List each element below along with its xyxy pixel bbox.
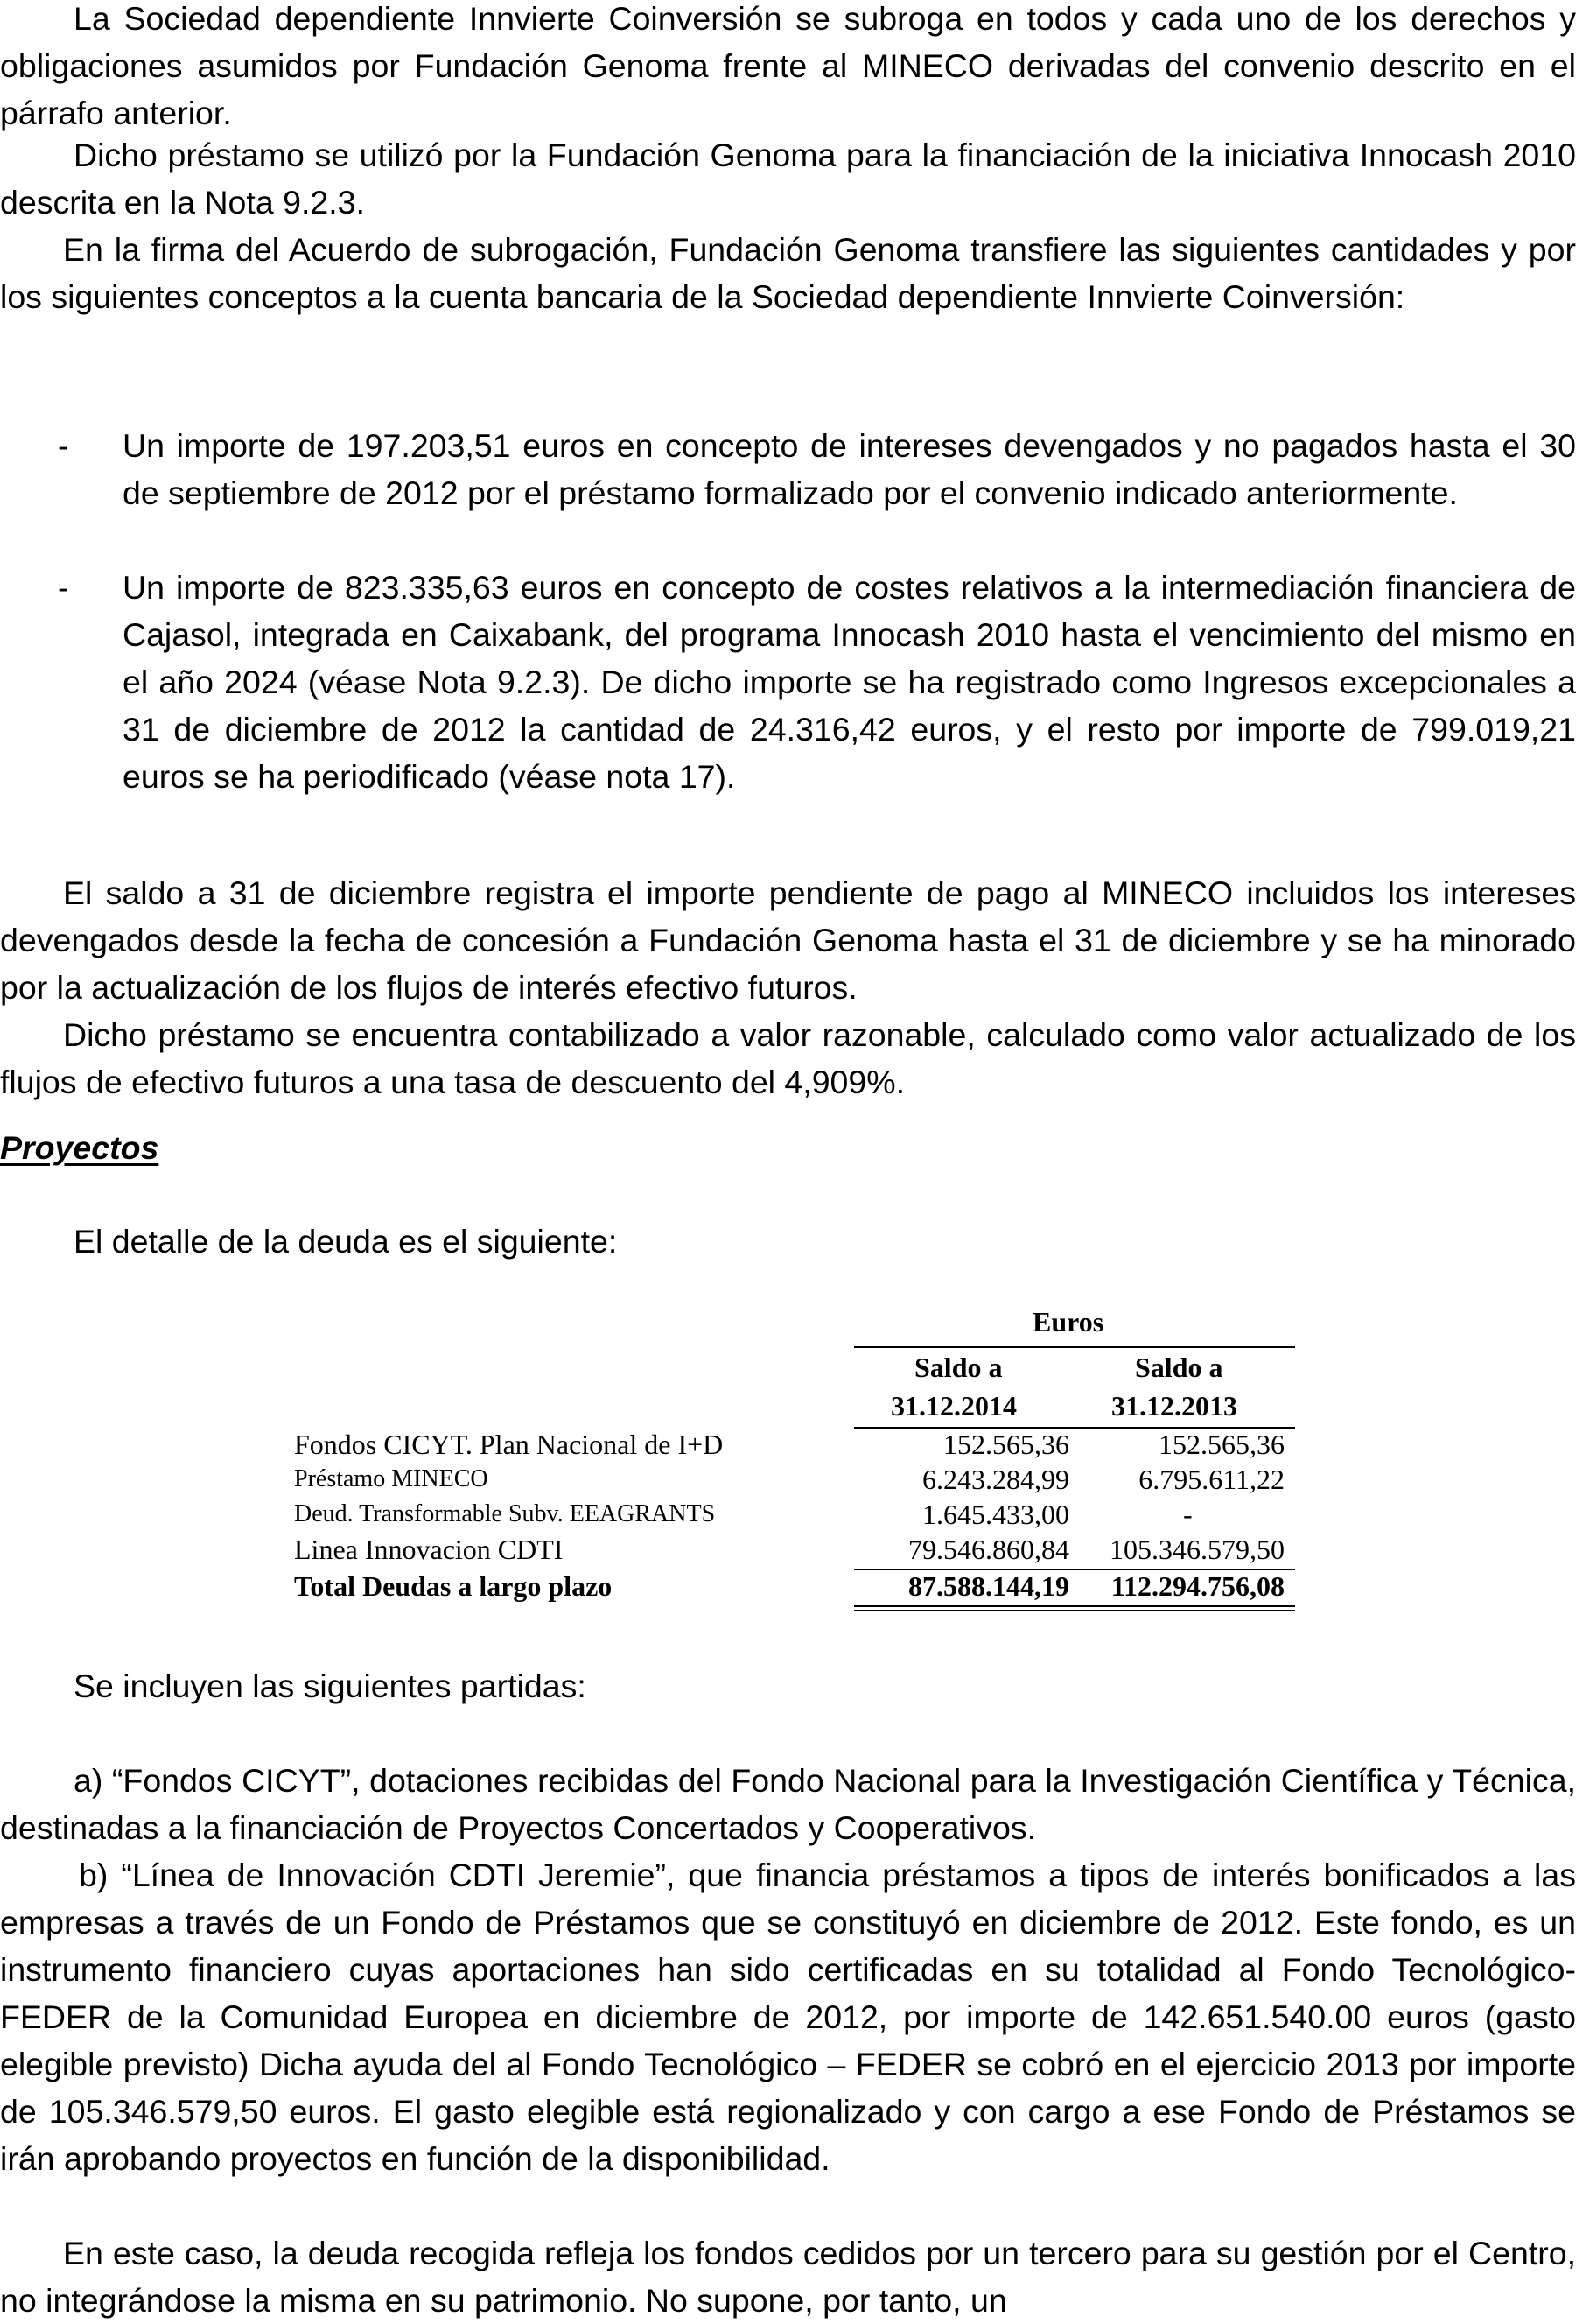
table-row-label: Fondos CICYT. Plan Nacional de I+D xyxy=(294,1429,724,1460)
paragraph-saldo: El saldo a 31 de diciembre registra el importe pendiente de pago al MINECO incluidos los intereses devengados desde la fecha de concesión a Fundación Genoma hasta el 31 de diciembre y se ha minorado por la actualización de los flujos de interés efectivo futuros. xyxy=(0,874,1576,1006)
table-cell-2014: 1.645.433,00 xyxy=(922,1499,1069,1530)
table-row-label: Préstamo MINECO xyxy=(294,1465,488,1492)
paragraph-detalle-deuda: El detalle de la deuda es el siguiente: xyxy=(74,1223,618,1260)
table-row-label: Deud. Transformable Subv. EEAGRANTS xyxy=(294,1500,716,1527)
table-cell-2014: 79.546.860,84 xyxy=(908,1534,1069,1565)
table-cell-2013: - xyxy=(1183,1499,1193,1530)
paragraph-valor-razonable: Dicho préstamo se encuentra contabilizado a valor razonable, calculado como valor actualizado de los flujos de efectivo futuros a una tasa de descuento del 4,909%. xyxy=(0,1016,1576,1100)
table-col1-header-line1: Saldo a xyxy=(914,1352,1003,1383)
paragraph-fondos-cicyt: a) “Fondos CICYT”, dotaciones recibidas del Fondo Nacional para la Investigación Científica y Técnica, destinadas a la financiación de Proyectos Concertados y Cooperativos. xyxy=(0,1762,1576,1846)
table-cell-2013: 6.795.611,22 xyxy=(1138,1464,1285,1495)
debt-table xyxy=(0,1304,1576,1619)
table-total-2014: 87.588.144,19 xyxy=(908,1570,1069,1602)
table-row-label: Linea Innovacion CDTI xyxy=(294,1534,564,1565)
table-double-rule xyxy=(854,1610,1295,1611)
table-rule xyxy=(854,1346,1295,1348)
table-cell-2013: 105.346.579,50 xyxy=(1110,1534,1285,1565)
section-heading-proyectos: Proyectos xyxy=(0,1129,159,1166)
table-col2-header-line1: Saldo a xyxy=(1135,1352,1223,1383)
table-cell-2014: 152.565,36 xyxy=(943,1429,1069,1460)
table-col2-header-line2: 31.12.2013 xyxy=(1111,1390,1237,1422)
bullet-dash: - xyxy=(58,427,69,464)
table-group-header: Euros xyxy=(1033,1306,1104,1338)
bullet-text-costes: Un importe de 823.335,63 euros en concepto de costes relativos a la intermediación financiera de Cajasol, integrada en Caixabank, del programa Innocash 2010 hasta el vencimiento del mismo en el año 2024 (véase Nota 9.2.3). De dicho importe se ha registrado como Ingresos excepcionales a 31 de diciembre de 2012 la cantidad de 24.316,42 euros, y el resto por importe de 799.019,21 euros se ha periodificado (véase nota 17). xyxy=(123,569,1576,795)
table-cell-2013: 152.565,36 xyxy=(1159,1429,1285,1460)
table-total-2013: 112.294.756,08 xyxy=(1110,1570,1285,1602)
paragraph-linea-cdti: b) “Línea de Innovación CDTI Jeremie”, que financia préstamos a tipos de interés bonificados a las empresas a través de un Fondo de Préstamos que se constituyó en diciembre de 2012. Este fondo, es un instrumento financiero cuyas aportaciones han sido certificadas en su totalidad al Fondo Tecnológico- FEDER de la Comunidad Europea en diciembre de 2012, por importe de 142.651.540.00 euros (gasto elegible previsto) Dicha ayuda del al Fondo Tecnológico – FEDER se cobró en el ejercicio 2013 por importe de 105.346.579,50 euros. El gasto elegible está regionalizado y con cargo a ese Fondo de Préstamos se irán aprobando proyectos en función de la disponibilidad. xyxy=(0,1857,1576,2177)
bullet-dash: - xyxy=(58,569,69,606)
paragraph-acuerdo-subrogacion: En la firma del Acuerdo de subrogación, Fundación Genoma transfiere las siguientes cantidades y por los siguientes conceptos a la cuenta bancaria de la Sociedad dependiente Innvierte Coinversión: xyxy=(0,231,1576,315)
bullet-text-intereses: Un importe de 197.203,51 euros en concepto de intereses devengados y no pagados hasta el 30 de septiembre de 2012 por el préstamo formalizado por el convenio indicado anteriormente. xyxy=(123,427,1576,511)
table-col1-header-line2: 31.12.2014 xyxy=(891,1390,1017,1422)
paragraph-deuda-recogida: En este caso, la deuda recogida refleja los fondos cedidos por un tercero para su gestión por el Centro, no integrándose la misma en su patrimonio. No supone, por tanto, un xyxy=(0,2235,1576,2319)
table-double-rule xyxy=(854,1605,1295,1607)
paragraph-subrogacion: La Sociedad dependiente Innvierte Coinversión se subroga en todos y cada uno de los derechos y obligaciones asumidos por Fundación Genoma frente al MINECO derivadas del convenio descrito en el párrafo anterior. xyxy=(0,0,1576,131)
table-total-label: Total Deudas a largo plazo xyxy=(294,1570,613,1602)
paragraph-prestamo-innocash: Dicho préstamo se utilizó por la Fundación Genoma para la financiación de la iniciativa Innocash 2010 descrita en la Nota 9.2.3. xyxy=(0,137,1576,221)
paragraph-partidas: Se incluyen las siguientes partidas: xyxy=(74,1668,586,1704)
table-cell-2014: 6.243.284,99 xyxy=(922,1464,1069,1495)
